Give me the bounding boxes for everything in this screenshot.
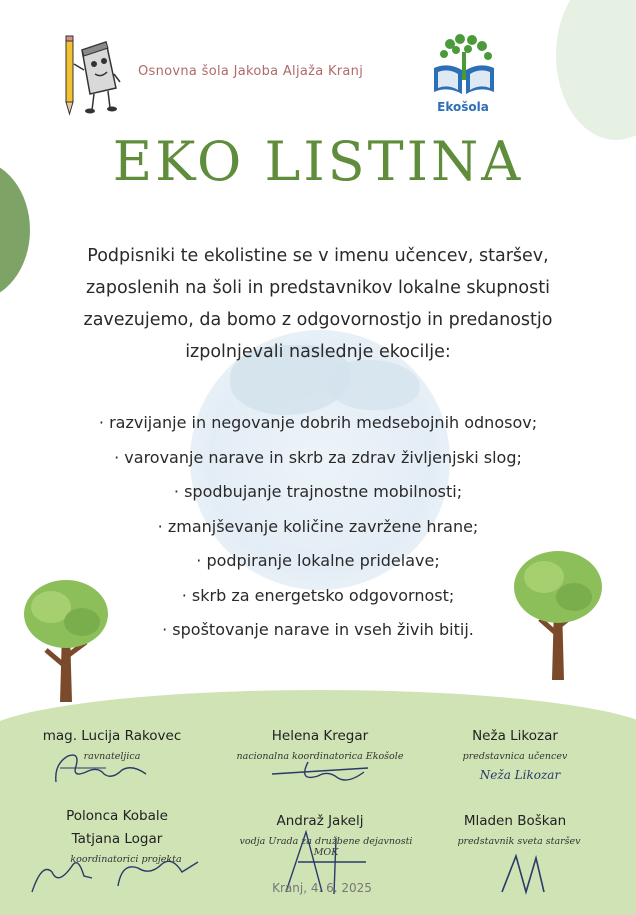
handwritten-signature [268, 756, 388, 786]
tree-icon [508, 545, 608, 685]
handwritten-signature: Neža Likozar [479, 768, 561, 782]
signatory-name: Andraž Jakelj [276, 813, 364, 829]
signatory-role: vodja Urada za družbene dejavnosti MOK [239, 836, 413, 858]
signatory-role: predstavnica učencev [462, 751, 568, 762]
handwritten-signature [22, 842, 202, 900]
signatory-name: Mladen Boškan [463, 813, 567, 829]
signatory-role: ravnateljica [83, 751, 141, 762]
document-title: EKO LISTINA [112, 130, 524, 193]
decor-blob-top-right [556, 0, 636, 140]
place-and-date: Kranj, 4. 6. 2025 [272, 881, 372, 895]
signatory-name: Tatjana Logar [71, 831, 163, 847]
tree-icon [16, 572, 116, 712]
eco-goal-item: · spoštovanje narave in vseh živih bitij. [162, 620, 474, 639]
eco-goal-item: · spodbujanje trajnostne mobilnosti; [173, 482, 463, 501]
signatory-role: koordinatorici projekta [70, 854, 182, 865]
signatory-role: nacionalna koordinatorica Ekošole [236, 751, 404, 762]
signatory-role: predstavnik sveta staršev [457, 836, 581, 847]
eco-goal-item: · varovanje narave in skrb za zdrav življenjski slog; [114, 447, 522, 467]
signatory-name: Neža Likozar [472, 728, 558, 744]
eco-goal-item: · skrb za energetsko odgovornost; [181, 585, 455, 605]
signatory-name: Helena Kregar [271, 728, 369, 744]
eco-goal-item: · razvijanje in negovanje dobrih medsebojnih odnosov; [98, 413, 538, 432]
signatory-name: Polonca Kobale [66, 808, 168, 824]
ekosola-logo-label: Ekošola [437, 100, 489, 114]
handwritten-signature [46, 744, 156, 790]
handwritten-signature [496, 848, 556, 898]
eco-goal-item: · podpiranje lokalne pridelave; [196, 551, 440, 570]
school-name: Osnovna šola Jakoba Aljaža Kranj [138, 64, 364, 79]
pencil-mascot-icon [62, 30, 122, 116]
signatory-name: mag. Lucija Rakovec [42, 728, 182, 744]
intro-paragraph: Podpisniki te ekolistine se v imenu učencev, staršev, zaposlenih na šoli in predstavnikov lokalne skupnosti zavezujemo, da bomo z odgovornostjo in predanostjo izpolnjevali naslednje ekocilje: [83, 246, 553, 362]
eco-goal-item: · zmanjševanje količine zavržene hrane; [157, 516, 479, 536]
